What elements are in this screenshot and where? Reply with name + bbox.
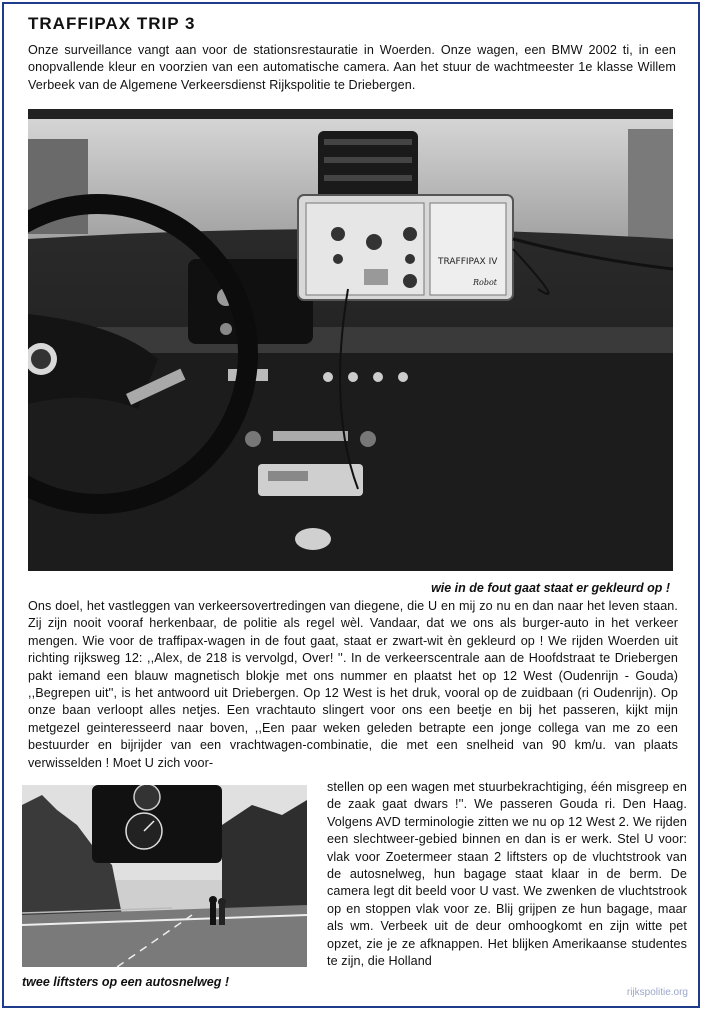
dashboard-photo	[28, 109, 673, 571]
dashboard-photo-caption: wie in de fout gaat staat er gekleurd op !	[431, 581, 670, 595]
device-maker-label: Robot	[473, 278, 497, 287]
intro-paragraph: Onze surveillance vangt aan voor de stationsrestauratie in Woerden. Onze wagen, een BMW 2002 ti, in een onopvallende kleur en voorzien van een automatische camera. Aan het stuur de wachtmeester 1e klasse Willem Verbeek van de Algemene Verkeersdienst Rijkspolitie te Driebergen.	[28, 43, 676, 92]
hitchhikers-photo	[22, 785, 307, 967]
article-title: TRAFFIPAX TRIP 3	[28, 14, 196, 33]
hitchhikers-illustration	[22, 785, 307, 967]
dashboard-illustration	[28, 109, 673, 571]
body-paragraph-column: stellen op een wagen met stuurbekrachtiging, één misgreep en de zaak gaat dwars !''. We passeren Gouda ri. Den Haag. Volgens AVD terminologie zitten we nu op 12 West 2. We rijden een slechtweer-gebied binnen en dan is er werk. Stel U voor: vlak voor Zoetermeer staan 2 liftsters op de vluchtstrook van de autosnelweg, hun bagage staat klaar in de berm. De camera legt dit beeld voor U vast. We zwenken de vluchtstrook op en stoppen vlak voor ze. Blij grijpen ze hun bagage, maar als wm. Verbeek uit de deur omhoogkomt en zijn witte pet opzet, zie je ze afknappen. Het blijken Amerikaanse studentes te zijn, die Holland	[327, 780, 687, 969]
site-watermark: rijkspolitie.org	[626, 987, 688, 998]
body-paragraph-full-width: Ons doel, het vastleggen van verkeersovertredingen van diegene, die U en mij zo nu en dan naar het leven staan. Zij zijn nooit vooraf herkenbaar, de politie als regel wèl. Vandaar, dat we ons als burger-auto in het verkeer mengen. Wie voor de traffipax-wagen in de fout gaat, staat er zwart-wit èn gekleurd op ! We rijden Woerden uit richting rijksweg 12: ,,Alex, de 218 is vervolgd, Over! ''. In de verkeerscentrale aan de Hoofdstraat te Driebergen pakt iemand een blauw magnetisch blokje met ons nummer en plaatst het op 12 West (Oudenrijn - Gouda) ,,Begrepen uit'', is het antwoord uit Driebergen. Op 12 West is het druk, vooral op de zuidbaan (ri Oudenrijn). Op onze baan verloopt alles netjes. Een vrachtauto slingert voor ons een beetje en bij het passeren, kijkt mijn metgezel geinteresseerd naar boven, ,,Een paar weken geleden betrapte een jonge collega van me zo een bestuurder en bijrijder van een vrachtwagen-combinatie, die met een snelheid van 90 km/u. van plaats verwisselden ! Moet U zich voor-	[28, 599, 678, 770]
hitchhikers-photo-caption: twee liftsters op een autosnelweg !	[22, 975, 229, 989]
device-brand-label: TRAFFIPAX IV	[438, 257, 498, 267]
